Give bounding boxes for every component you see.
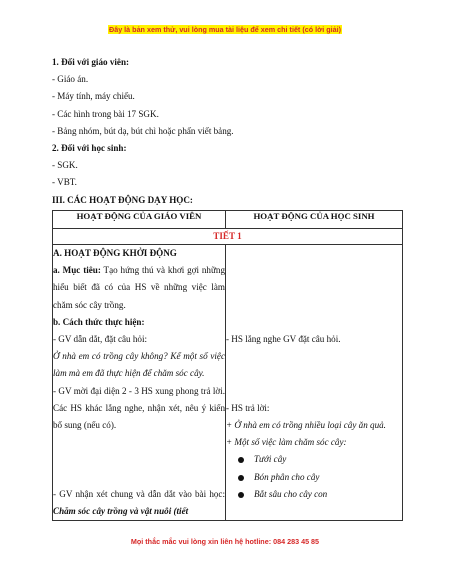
list-item: - Giáo án. (52, 74, 89, 85)
activities-table (52, 210, 403, 521)
student-cell (226, 245, 403, 521)
student-answer: + Ở nhà em có trồng nhiều loại cây ăn quả. (226, 420, 386, 430)
section1-heading: 1. Đối với giáo viên: (52, 57, 130, 67)
list-item: - Bảng nhóm, bút dạ, bút chì hoặc phấn viết bảng. (52, 125, 234, 136)
teacher-step-3 (53, 486, 225, 520)
header-student: HOẠT ĐỘNG CỦA HỌC SINH (226, 211, 403, 229)
list-item: - Các hình trong bài 17 SGK. (52, 108, 159, 119)
spacer (53, 434, 225, 486)
top-banner (0, 25, 450, 34)
teacher-question: Ở nhà em có trồng cây không? Kể một số việc làm mà em đã thực hiện để chăm sóc cây. (53, 351, 225, 379)
teacher-step-1: - GV dẫn dắt, đặt câu hỏi: (53, 334, 148, 345)
teacher-step-3-text: - GV nhận xét chung và dẫn dắt vào bài học: (53, 488, 225, 499)
method-label: b. Cách thức thực hiện: (53, 316, 145, 327)
list-item: - Máy tính, máy chiếu. (52, 91, 135, 102)
student-list-head: + Một số việc làm chăm sóc cây: (226, 437, 347, 448)
bottom-banner-text: Mọi thắc mắc vui lòng xin liên hệ hotline: 084 283 45 85 (130, 537, 320, 546)
header-teacher: HOẠT ĐỘNG CỦA GIÁO VIÊN (53, 211, 226, 229)
spacer (226, 245, 402, 331)
lesson-title: Chăm sóc cây trồng và vật nuôi (tiết (53, 506, 189, 517)
list-item (226, 451, 402, 468)
goal-paragraph (53, 262, 225, 314)
section3-heading: III. CÁC HOẠT ĐỘNG DẠY HỌC: (52, 194, 193, 205)
table-header-row (53, 211, 403, 229)
bullet-icon (238, 457, 244, 463)
tiet-label: TIẾT 1 (53, 229, 403, 245)
bullet-text: Bón phân cho cây (254, 471, 320, 482)
teacher-step-2: - GV mời đại diện 2 - 3 HS xung phong trả lời. Các HS khác lắng nghe, nhận xét, nêu ý kiến bổ sung (nếu có). (53, 385, 225, 431)
list-item: - SGK. (52, 160, 78, 171)
teacher-cell (53, 245, 226, 521)
table-row (53, 245, 403, 521)
document-body (52, 54, 404, 209)
bullet-text: Tưới cây (254, 454, 287, 465)
activity-title: A. HOẠT ĐỘNG KHỞI ĐỘNG (53, 248, 177, 258)
list-item (226, 469, 402, 486)
student-step-1: - HS lắng nghe GV đặt câu hỏi. (226, 334, 341, 344)
tiet-row (53, 229, 403, 245)
bullet-icon (238, 475, 244, 481)
bullet-icon (238, 492, 244, 498)
list-item: - VBT. (52, 177, 77, 188)
bullet-text: Bắt sâu cho cây con (254, 488, 328, 499)
goal-text: Tạo hứng thú và khơi gợi những hiểu biết đã có của HS về những việc làm chăm sóc cây trồng. (53, 265, 225, 310)
spacer (226, 348, 402, 400)
bottom-banner (0, 537, 450, 546)
section2-heading: 2. Đối với học sinh: (52, 142, 127, 153)
list-item (226, 486, 402, 503)
goal-label: a. Mục tiêu: (53, 265, 101, 276)
student-step-2: - HS trả lời: (226, 402, 270, 413)
top-banner-text: Đây là bản xem thử, vui lòng mua tài liệu để xem chi tiết (có lời giải) (109, 25, 341, 34)
